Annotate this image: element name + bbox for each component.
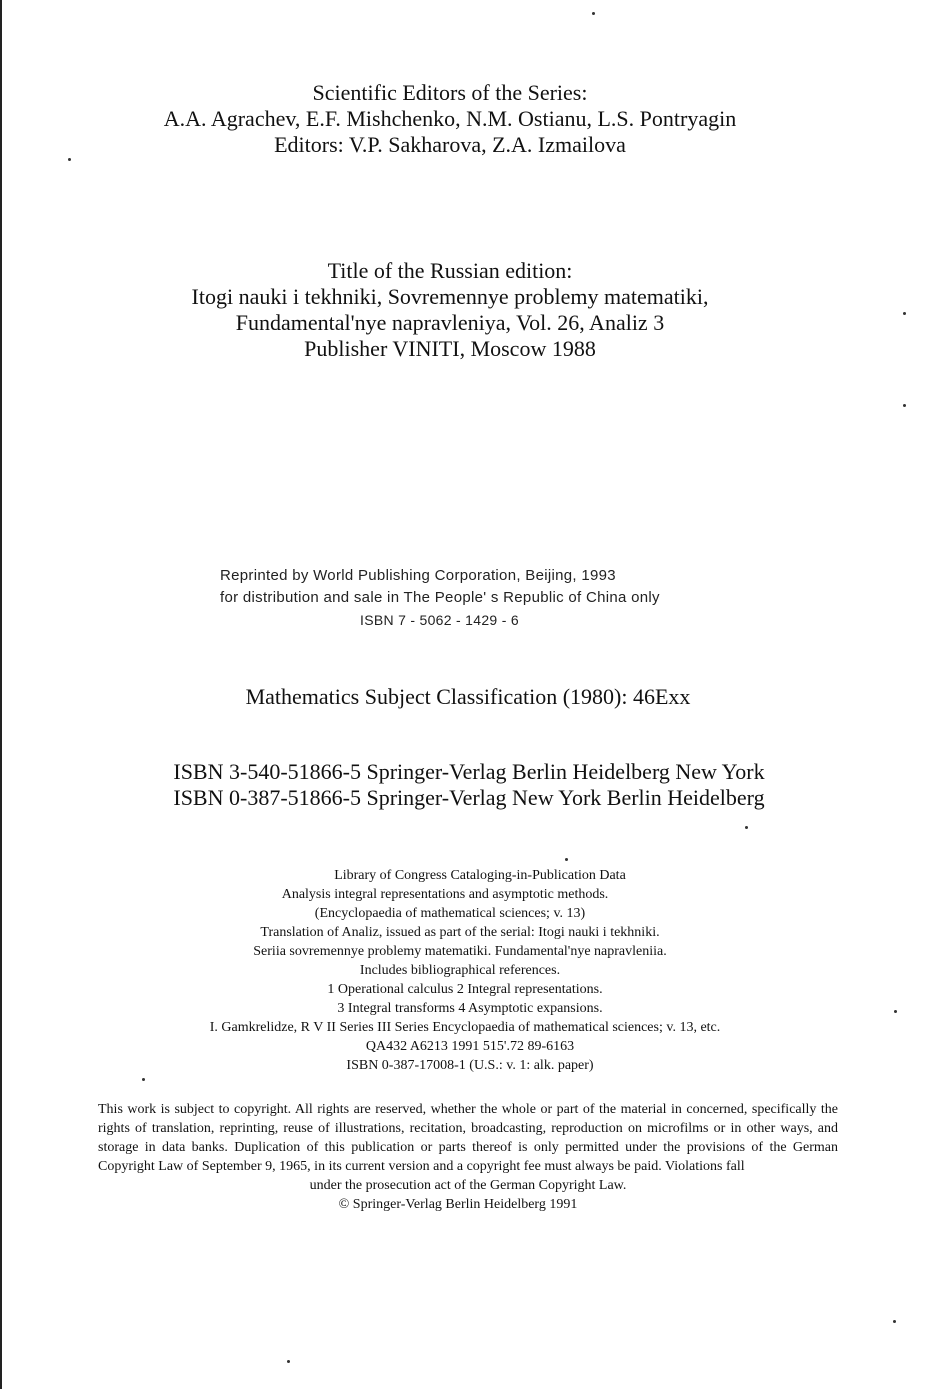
cataloging-subjects-2: 3 Integral transforms 4 Asymptotic expansions. [337, 1001, 603, 1016]
scan-speck [565, 858, 568, 861]
china-isbn: ISBN 7 - 5062 - 1429 - 6 [360, 612, 519, 628]
scan-speck [745, 826, 748, 829]
cataloging-isbn: ISBN 0-387-17008-1 (U.S.: v. 1: alk. paper) [346, 1058, 594, 1073]
isbn-block [0, 759, 944, 811]
scan-speck [903, 404, 906, 407]
series-editors-block [0, 80, 950, 158]
cataloging-includes: Includes bibliographical references. [359, 963, 561, 978]
isbn-newyork: ISBN 0-387-51866-5 Springer-Verlag New York Berlin Heidelberg [173, 785, 765, 810]
distribution-line: for distribution and sale in The People' s Republic of China only [220, 589, 660, 606]
series-editors-heading: Scientific Editors of the Series: [312, 80, 588, 105]
scan-speck [894, 1010, 897, 1013]
cataloging-heading: Analysis integral representations and asymptotic methods. [281, 887, 609, 902]
russian-edition-title-1: Itogi nauki i tekhniki, Sovremennye problemy matematiki, [191, 284, 709, 309]
cataloging-added-entries: I. Gamkrelidze, R V II Series III Series Encyclopaedia of mathematical sciences; v. 13, etc. [209, 1020, 721, 1035]
russian-edition-block [0, 258, 925, 362]
cataloging-seriia: Seriia sovremennye problemy matematiki. Fundamental'nye napravleniia. [253, 944, 667, 959]
russian-edition-publisher: Publisher VINITI, Moscow 1988 [304, 336, 596, 361]
scan-speck [287, 1360, 290, 1363]
isbn-berlin: ISBN 3-540-51866-5 Springer-Verlag Berlin Heidelberg New York [173, 759, 765, 784]
copyright-last-line: under the prosecution act of the German Copyright Law. [309, 1178, 627, 1193]
copyright-symbol-notice: © Springer-Verlag Berlin Heidelberg 1991 [338, 1197, 578, 1212]
scan-speck [142, 1078, 145, 1081]
cataloging-call-number: QA432 A6213 1991 515'.72 89-6163 [365, 1039, 575, 1054]
scan-speck [903, 312, 906, 315]
russian-edition-heading: Title of the Russian edition: [327, 258, 573, 283]
subject-classification [0, 684, 943, 710]
reprint-notice-block [220, 565, 740, 631]
copyright-notice-block [98, 1100, 838, 1214]
cataloging-series: (Encyclopaedia of mathematical sciences; v. 13) [314, 906, 586, 921]
cataloging-title: Library of Congress Cataloging-in-Publication Data [334, 868, 626, 883]
scan-speck [893, 1320, 896, 1323]
series-editors-names: A.A. Agrachev, E.F. Mishchenko, N.M. Ostianu, L.S. Pontryagin [163, 106, 737, 131]
reprint-line: Reprinted by World Publishing Corporation, Beijing, 1993 [220, 567, 616, 584]
cataloging-subjects-1: 1 Operational calculus 2 Integral representations. [327, 982, 603, 997]
scan-speck [592, 12, 595, 15]
editors-names: Editors: V.P. Sakharova, Z.A. Izmailova [274, 132, 626, 157]
msc-text: Mathematics Subject Classification (1980): 46Exx [245, 684, 691, 709]
scan-speck [68, 158, 71, 161]
cataloging-data-block [0, 866, 945, 1075]
cataloging-translation: Translation of Analiz, issued as part of the serial: Itogi nauki i tekhniki. [260, 925, 660, 940]
copyright-body: This work is subject to copyright. All rights are reserved, whether the whole or part of the material in concerned, specifically the rights of translation, reprinting, reuse of illustrations, recitation, broadcasting, reproduction on microfilms or in other ways, and storage in data banks. Duplication of this publication or parts thereof is only permitted under the provisions of the German Copyright Law of September 9, 1965, in its current version and a copyright fee must always be paid. Violations fall [98, 1102, 838, 1174]
russian-edition-title-2: Fundamental'nye napravleniya, Vol. 26, Analiz 3 [235, 310, 665, 335]
